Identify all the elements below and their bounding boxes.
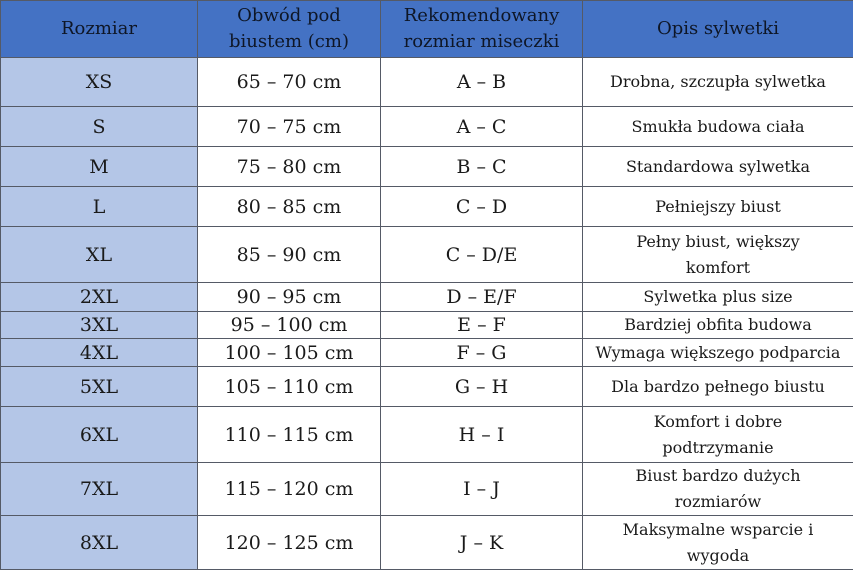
size-cell: 2XL xyxy=(1,283,198,312)
cup-cell: E – F xyxy=(381,312,583,339)
header-size xyxy=(1,1,198,58)
description-line1: Pełny biust, większy xyxy=(636,232,799,251)
table-row xyxy=(1,367,853,407)
size-cell: L xyxy=(1,187,198,227)
description-line1: Wymaga większego podparcia xyxy=(596,343,841,362)
cup-cell: C – D xyxy=(381,187,583,227)
size-cell: XL xyxy=(1,227,198,283)
table-row xyxy=(1,407,853,463)
cup-cell: H – I xyxy=(381,407,583,463)
cup-cell: D – E/F xyxy=(381,283,583,312)
description-line2: komfort xyxy=(686,258,750,277)
size-cell: 6XL xyxy=(1,407,198,463)
header-cup-line1: Rekomendowany xyxy=(404,5,560,26)
size-cell: XS xyxy=(1,58,198,107)
band-cell: 95 – 100 cm xyxy=(198,312,381,339)
description-cell xyxy=(583,339,853,367)
band-cell: 80 – 85 cm xyxy=(198,187,381,227)
band-cell: 85 – 90 cm xyxy=(198,227,381,283)
header-band-line2: biustem (cm) xyxy=(229,31,349,52)
description-line2: rozmiarów xyxy=(675,492,762,511)
description-cell xyxy=(583,227,853,283)
band-cell: 100 – 105 cm xyxy=(198,339,381,367)
description-cell xyxy=(583,407,853,463)
description-line1: Standardowa sylwetka xyxy=(626,157,810,176)
band-cell: 90 – 95 cm xyxy=(198,283,381,312)
description-cell xyxy=(583,107,853,147)
cup-cell: F – G xyxy=(381,339,583,367)
description-cell xyxy=(583,312,853,339)
description-cell xyxy=(583,283,853,312)
cup-cell: G – H xyxy=(381,367,583,407)
table-row xyxy=(1,312,853,339)
size-cell: S xyxy=(1,107,198,147)
header-size-label: Rozmiar xyxy=(61,18,137,39)
description-cell xyxy=(583,516,853,570)
table-row xyxy=(1,58,853,107)
cup-cell: A – B xyxy=(381,58,583,107)
header-band-line1: Obwód pod xyxy=(237,5,341,26)
cup-cell: C – D/E xyxy=(381,227,583,283)
description-line2: podtrzymanie xyxy=(662,438,773,457)
cup-cell: A – C xyxy=(381,107,583,147)
description-line1: Bardziej obfita budowa xyxy=(624,315,812,334)
description-line1: Biust bardzo dużych xyxy=(635,466,800,485)
description-cell xyxy=(583,463,853,516)
description-line1: Dla bardzo pełnego biustu xyxy=(611,377,825,396)
description-cell xyxy=(583,187,853,227)
description-line1: Komfort i dobre xyxy=(654,412,782,431)
header-band xyxy=(198,1,381,58)
size-cell: 5XL xyxy=(1,367,198,407)
description-line1: Maksymalne wsparcie i xyxy=(623,520,814,539)
table-row xyxy=(1,147,853,187)
header-row xyxy=(1,1,853,58)
header-cup xyxy=(381,1,583,58)
description-line1: Pełniejszy biust xyxy=(655,197,781,216)
size-cell: 7XL xyxy=(1,463,198,516)
cup-cell: J – K xyxy=(381,516,583,570)
table-row xyxy=(1,516,853,570)
table-row xyxy=(1,107,853,147)
cup-cell: B – C xyxy=(381,147,583,187)
size-cell: 4XL xyxy=(1,339,198,367)
description-line2: wygoda xyxy=(687,546,749,565)
band-cell: 75 – 80 cm xyxy=(198,147,381,187)
header-description-label: Opis sylwetki xyxy=(657,18,779,39)
size-cell: 3XL xyxy=(1,312,198,339)
description-line1: Sylwetka plus size xyxy=(643,287,792,306)
description-cell xyxy=(583,367,853,407)
description-cell xyxy=(583,58,853,107)
cup-cell: I – J xyxy=(381,463,583,516)
size-cell: M xyxy=(1,147,198,187)
header-description xyxy=(583,1,853,58)
band-cell: 110 – 115 cm xyxy=(198,407,381,463)
table-row xyxy=(1,339,853,367)
table-row xyxy=(1,283,853,312)
band-cell: 70 – 75 cm xyxy=(198,107,381,147)
band-cell: 120 – 125 cm xyxy=(198,516,381,570)
description-cell xyxy=(583,147,853,187)
size-cell: 8XL xyxy=(1,516,198,570)
band-cell: 115 – 120 cm xyxy=(198,463,381,516)
description-line1: Drobna, szczupła sylwetka xyxy=(610,72,826,91)
table-row xyxy=(1,187,853,227)
description-line1: Smukła budowa ciała xyxy=(631,117,804,136)
band-cell: 65 – 70 cm xyxy=(198,58,381,107)
table-row xyxy=(1,227,853,283)
header-cup-line2: rozmiar miseczki xyxy=(404,31,560,52)
table-row xyxy=(1,463,853,516)
band-cell: 105 – 110 cm xyxy=(198,367,381,407)
